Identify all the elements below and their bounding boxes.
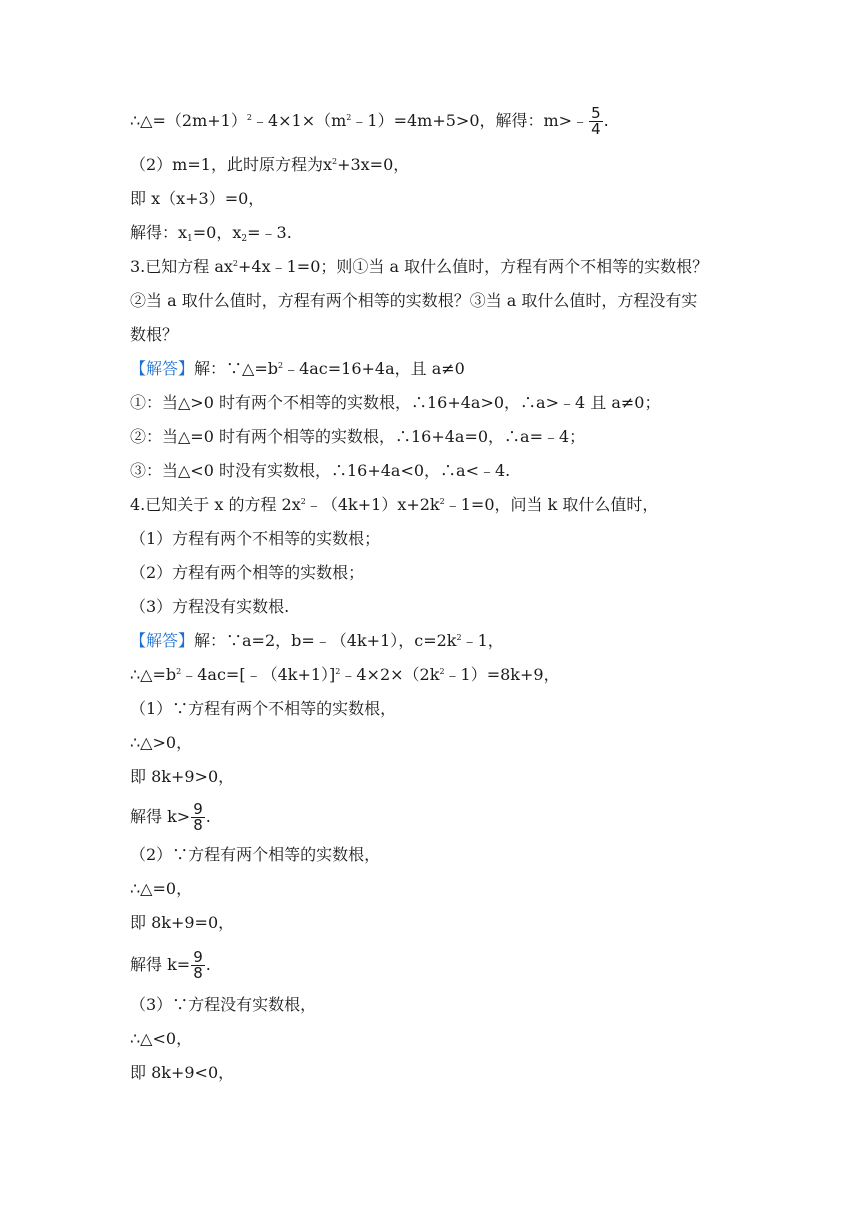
text: ﹣4×2×（2k [340, 665, 440, 684]
text: 解得：x [130, 223, 188, 242]
text: ﹣1）=4m+5>0，解得：m>﹣ [351, 111, 589, 130]
superscript: 2 [331, 157, 338, 166]
text: ②当 a 取什么值时，方程有两个相等的实数根？③当 a 取什么值时，方程没有实 [130, 291, 698, 310]
line-14 [130, 562, 364, 586]
line-7 [130, 324, 178, 348]
text: 即 8k+9=0， [130, 913, 235, 932]
text: （1）方程有两个不相等的实数根； [130, 529, 381, 548]
line-13 [130, 528, 380, 552]
text: 即 8k+9>0， [130, 767, 235, 786]
text: 即 8k+9<0， [130, 1063, 235, 1082]
text: （3）∵方程没有实数根， [130, 995, 317, 1014]
text: ﹣1）=8k+9， [444, 665, 560, 684]
superscript: 2 [346, 113, 352, 122]
text: . [205, 955, 211, 974]
line-28 [130, 1062, 234, 1086]
text: 4.已知关于 x 的方程 2x [130, 495, 301, 514]
line-6 [130, 290, 697, 314]
line-1 [130, 104, 609, 138]
fraction-denominator: 4 [591, 120, 601, 138]
superscript: 2 [439, 497, 445, 506]
text: ﹣1=0，问当 k 取什么值时， [444, 495, 659, 514]
line-2 [130, 154, 409, 178]
text: 即 x（x+3）=0， [130, 189, 265, 208]
text: +3x=0， [337, 155, 410, 174]
fraction-denominator: 8 [193, 816, 203, 834]
text: 解得 k> [130, 807, 191, 826]
fraction-denominator: 8 [193, 964, 203, 982]
fraction-numerator: 9 [193, 800, 203, 818]
line-15 [130, 596, 289, 620]
superscript: 2 [335, 667, 341, 676]
line-21 [130, 800, 211, 834]
text: ﹣（4k+1）x+2k [305, 495, 440, 514]
line-9 [130, 392, 660, 416]
text: （3）方程没有实数根. [130, 597, 290, 616]
line-16 [130, 630, 504, 654]
line-23 [130, 878, 192, 902]
text: （2）∵方程有两个相等的实数根， [130, 845, 381, 864]
text: ∴△=b [130, 665, 177, 684]
text: ∴△=（2m+1） [130, 111, 247, 130]
superscript: 2 [300, 497, 306, 506]
line-26 [130, 994, 316, 1018]
line-19 [130, 732, 192, 756]
line-18 [130, 698, 396, 722]
line-10 [130, 426, 585, 450]
text: ②：当△=0 时有两个相等的实数根，∴16+4a=0，∴a=﹣4； [130, 427, 586, 446]
answer-tag: 【解答】 [130, 631, 195, 650]
text: 3.已知方程 ax [130, 257, 233, 276]
fraction [191, 802, 205, 833]
subscript: 2 [241, 234, 248, 244]
text: （2）m=1，此时原方程为x [130, 155, 332, 174]
line-4 [130, 222, 292, 246]
fraction [191, 950, 205, 981]
fraction-numerator: 5 [591, 104, 601, 122]
superscript: 2 [246, 113, 252, 122]
line-12 [130, 494, 658, 518]
text: +4x﹣1=0；则①当 a 取什么值时，方程有两个不相等的实数根？ [238, 257, 709, 276]
text: ﹣4ac=[﹣（4k+1）] [181, 665, 336, 684]
line-20 [130, 766, 234, 790]
text: ∴△<0， [130, 1029, 193, 1048]
fraction [589, 106, 603, 137]
subscript: 1 [187, 234, 193, 244]
text: ﹣4ac=16+4a，且 a≠0 [283, 359, 465, 378]
text: ∴△=0， [130, 879, 193, 898]
text: ①：当△>0 时有两个不相等的实数根，∴16+4a>0，∴a>﹣4 且 a≠0； [130, 393, 661, 412]
line-17 [130, 664, 560, 688]
superscript: 2 [232, 259, 239, 268]
answer-tag: 【解答】 [130, 359, 195, 378]
text: ③：当△<0 时没有实数根，∴16+4a<0，∴a<﹣4. [130, 461, 511, 480]
text: ∴△>0， [130, 733, 193, 752]
superscript: 2 [439, 667, 445, 676]
text: ﹣4×1×（m [251, 111, 347, 130]
line-25 [130, 948, 211, 982]
text: . [603, 111, 609, 130]
line-27 [130, 1028, 192, 1052]
text: =0，x [192, 223, 242, 242]
text: ﹣1， [461, 631, 504, 650]
line-24 [130, 912, 234, 936]
text: =﹣3. [247, 223, 292, 242]
text: （2）方程有两个相等的实数根； [130, 563, 365, 582]
line-11 [130, 460, 510, 484]
text: 数根？ [130, 325, 179, 344]
text: 解：∵a=2，b=﹣（4k+1），c=2k [194, 631, 457, 650]
text: 解得 k= [130, 955, 191, 974]
superscript: 2 [176, 667, 182, 676]
line-8 [130, 358, 465, 382]
superscript: 2 [277, 361, 284, 370]
text: 解：∵△=b [194, 359, 278, 378]
line-3 [130, 188, 264, 212]
line-5 [130, 256, 708, 280]
text: . [205, 807, 211, 826]
superscript: 2 [456, 633, 462, 642]
line-22 [130, 844, 380, 868]
text: （1）∵方程有两个不相等的实数根， [130, 699, 397, 718]
fraction-numerator: 9 [193, 948, 203, 966]
